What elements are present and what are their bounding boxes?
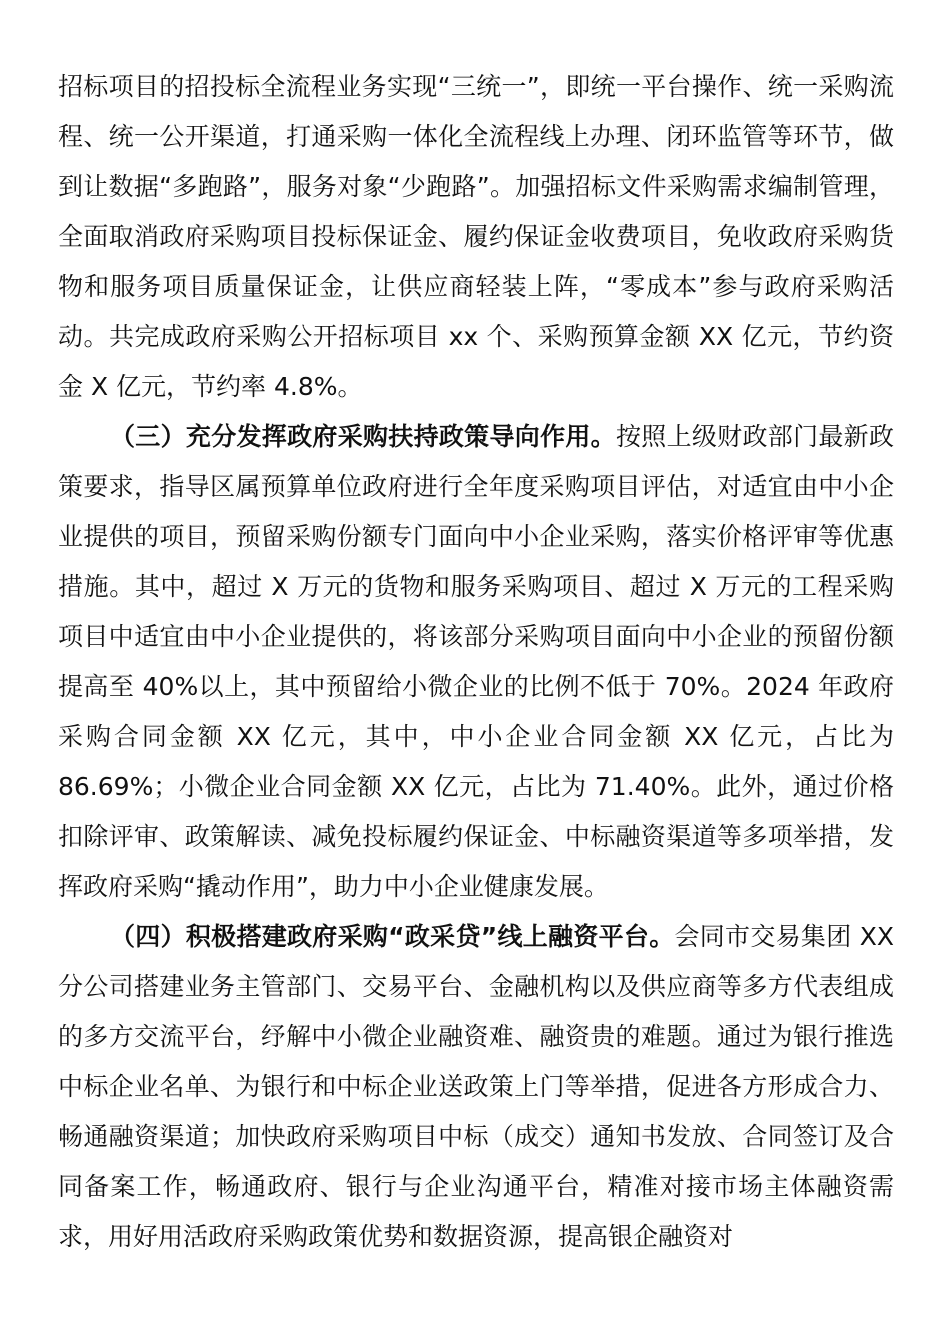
paragraph-continued	[58, 62, 894, 412]
paragraph-text: 会同市交易集团 XX 分公司搭建业务主管部门、交易平台、金融机构以及供应商等多方代表组成的多方交流平台，纾解中小微企业融资难、融资贵的难题。通过为银行推选中标企业名单、为银行和中标企业送政策上门等举措，促进各方形成合力、畅通融资渠道；加快政府采购项目中标（成交）通知书发放、合同签订及合同备案工作，畅通政府、银行与企业沟通平台，精准对接市场主体融资需求，用好用活政府采购政策优势和数据资源，提高银企融资对	[58, 922, 894, 1251]
paragraph-section-4	[58, 912, 894, 1262]
section-heading-3: （三）充分发挥政府采购扶持政策导向作用。	[110, 422, 616, 451]
paragraph-text: 招标项目的招投标全流程业务实现“三统一”，即统一平台操作、统一采购流程、统一公开渠道，打通采购一体化全流程线上办理、闭环监管等环节，做到让数据“多跑路”，服务对象“少跑路”。加强招标文件采购需求编制管理，全面取消政府采购项目投标保证金、履约保证金收费项目，免收政府采购货物和服务项目质量保证金，让供应商轻装上阵，“零成本”参与政府采购活动。共完成政府采购公开招标项目 xx 个、采购预算金额 XX 亿元，节约资金 X 亿元，节约率 4.8%。	[58, 72, 894, 401]
paragraph-text: 按照上级财政部门最新政策要求，指导区属预算单位政府进行全年度采购项目评估，对适宜由中小企业提供的项目，预留采购份额专门面向中小企业采购，落实价格评审等优惠措施。其中，超过 X 万元的货物和服务采购项目、超过 X 万元的工程采购项目中适宜由中小企业提供的，将该部分采购项目面向中小企业的预留份额提高至 40%以上，其中预留给小微企业的比例不低于 70%。2024 年政府采购合同金额 XX 亿元，其中，中小企业合同金额 XX 亿元，占比为 86.69%；小微企业合同金额 XX 亿元，占比为 71.40%。此外，通过价格扣除评审、政策解读、减免投标履约保证金、中标融资渠道等多项举措，发挥政府采购“撬动作用”，助力中小企业健康发展。	[58, 422, 894, 901]
document-page	[58, 62, 894, 1262]
paragraph-section-3	[58, 412, 894, 912]
section-heading-4: （四）积极搭建政府采购“政采贷”线上融资平台。	[110, 922, 675, 951]
